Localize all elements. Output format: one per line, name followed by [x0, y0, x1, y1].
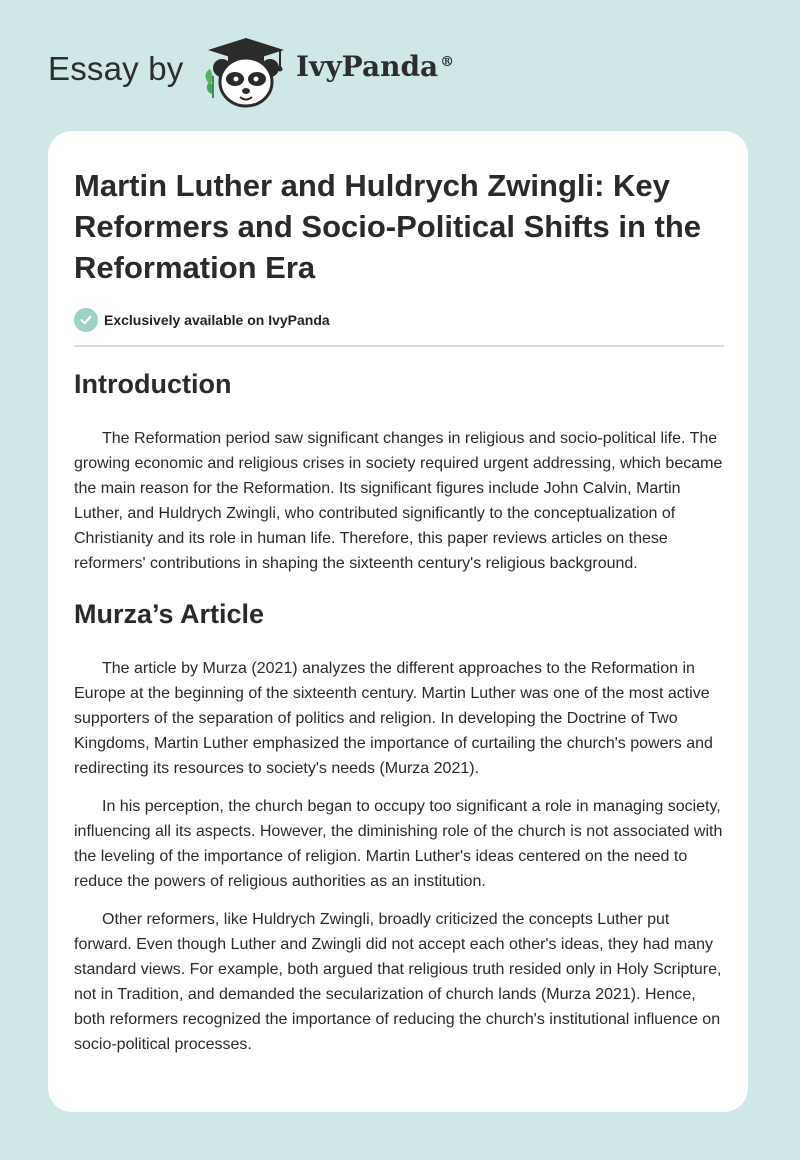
- paragraph: The Reformation period saw significant changes in religious and socio-political life. The growing economic and religious crises in society required urgent addressing, which became the main reason for the Reformation. Its significant figures include John Calvin, Martin Luther, and Huldrych Zwingli, who contributed significantly to the conceptualization of Christianity and its role in human life. Therefore, this paper reviews articles on these reformers' contributions in shaping the sixteenth century's religious background.: [74, 430, 723, 572]
- exclusive-badge: [74, 306, 724, 334]
- article-content: [74, 165, 724, 1057]
- article-card: [48, 131, 748, 1112]
- paragraph: The article by Murza (2021) analyzes the different approaches to the Reformation in Europe at the beginning of the sixteenth century. Martin Luther was one of the most active supporters of the separation of politics and religion. In developing the Doctrine of Two Kingdoms, Martin Luther emphasized the importance of curtailing the church's powers and redirecting its resources to society's needs (Murza 2021).: [74, 660, 713, 777]
- brand-logo-text[interactable]: IvyPanda ®: [296, 50, 455, 83]
- essay-by-label: Essay by: [48, 50, 184, 87]
- article-title: Martin Luther and Huldrych Zwingli: Key Reformers and Socio-Political Shifts in the Reformation Era: [74, 168, 701, 285]
- paragraph: Other reformers, like Huldrych Zwingli, broadly criticized the concepts Luther put forward. Even though Luther and Zwingli did not accept each other's ideas, they had many standard views. For example, both argued that religious truth resided only in Holy Scripture, not in Tradition, and demanded the secularization of church lands (Murza 2021). Hence, both reformers recognized the importance of reducing the church's institutional influence on socio-political processes.: [74, 911, 722, 1053]
- check-circle-icon: [74, 308, 98, 332]
- section-heading-introduction: Introduction: [74, 369, 232, 399]
- section-heading-murza-article: Murza’s Article: [74, 599, 265, 629]
- registered-mark: ®: [440, 53, 455, 70]
- panda-graduate-icon[interactable]: [200, 36, 292, 110]
- site-header: [0, 0, 800, 130]
- paragraph: In his perception, the church began to occupy too significant a role in managing society, influencing all its aspects. However, the diminishing role of the church is not associated with the leveling of the importance of religion. Martin Luther's ideas centered on the need to reduce the powers of religious authorities as an institution.: [74, 798, 723, 890]
- title-divider: [74, 345, 724, 347]
- badge-text: Exclusively available on IvyPanda: [104, 312, 330, 328]
